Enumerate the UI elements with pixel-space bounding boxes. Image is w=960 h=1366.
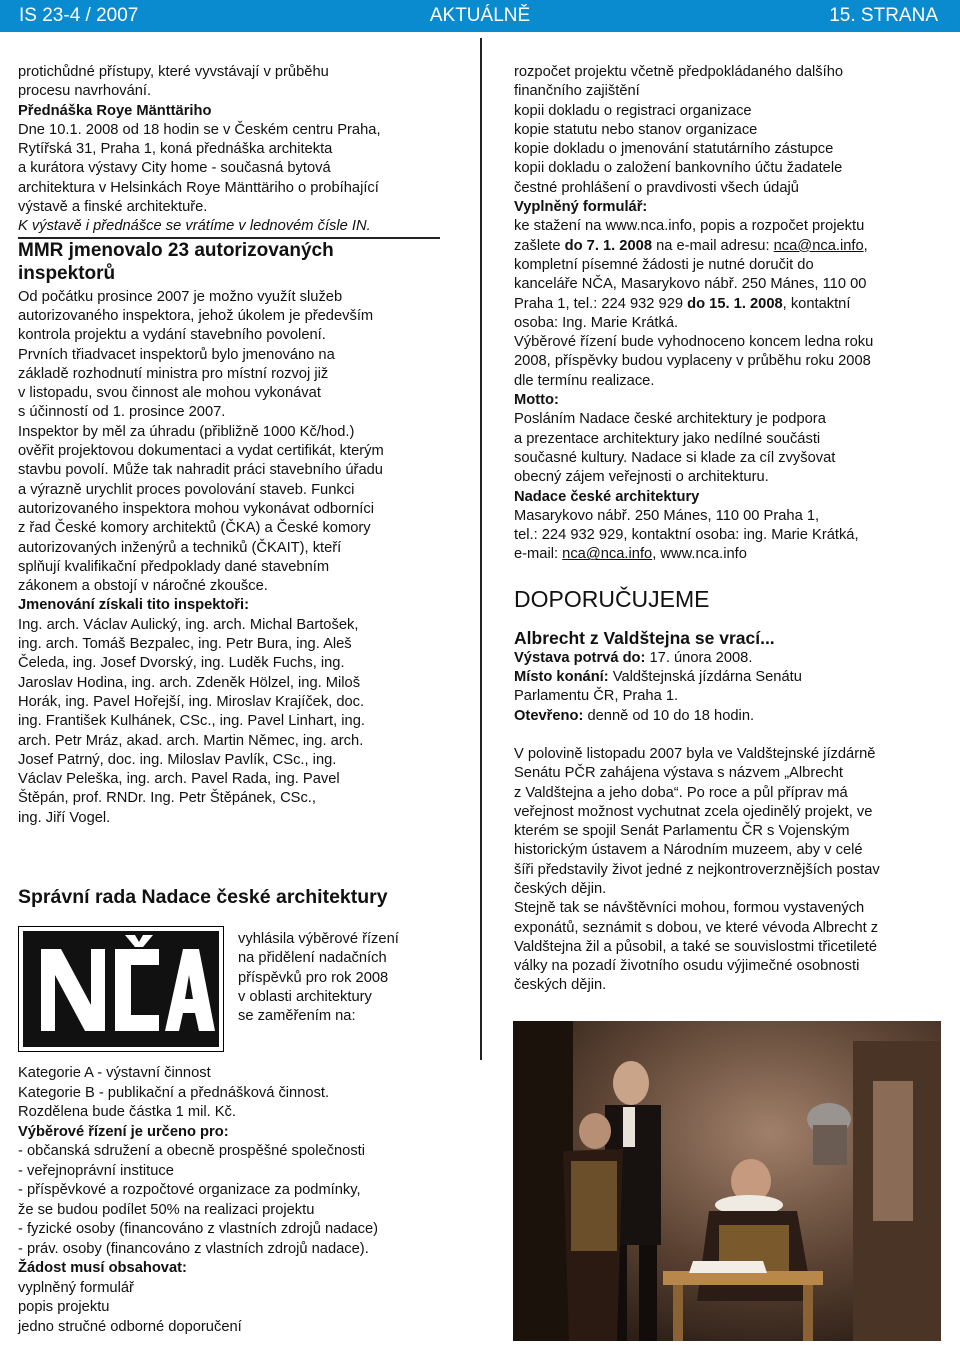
board-intro-line: se zaměřením na: — [238, 1008, 356, 1025]
inspectors-line: arch. Petr Mráz, akad. arch. Martin Němec, ing. arch. — [18, 732, 364, 749]
eligible-heading: Výběrové řízení je určeno pro: — [18, 1123, 229, 1140]
exhibit-text-line: z Valdštejna a jeho doba“. Po roce a půl příprav má — [514, 784, 848, 801]
email-link[interactable]: nca@nca.info — [562, 546, 653, 563]
form-text: , — [863, 237, 868, 254]
lecture-line: Dne 10.1. 2008 od 18 hodin se v Českém centru Praha, — [18, 121, 381, 138]
exhibit-place-cont: Parlamentu ČR, Praha 1. — [514, 688, 679, 705]
exhibit-open-value: denně od 10 do 18 hodin. — [583, 707, 755, 724]
form-text: Praha 1, tel.: 224 932 929 — [514, 295, 688, 312]
exhibit-place — [514, 668, 944, 687]
mmr-line: stavbu povolí. Může tak nahradit práci stavebního úřadu — [18, 462, 383, 479]
mmr-line: zákonem a obstojí v náročné zkoušce. — [18, 578, 268, 595]
page-header — [0, 0, 960, 32]
exhibit-text-line: Stejně tak se návštěvníci mohou, formou vystavených — [514, 900, 865, 917]
exhibit-text-line: války na pozadí životního osudu výjimečné osobnosti — [514, 958, 860, 975]
req-line: čestné prohlášení o pravdivosti všech údajů — [514, 179, 799, 196]
foundation-contact — [514, 545, 944, 564]
category-line: Kategorie A - výstavní činnost — [18, 1065, 211, 1081]
form-line: kompletní písemné žádosti je nutné doručit do — [514, 256, 814, 273]
foundation-heading: Nadace české architektury — [514, 488, 700, 505]
nca-logo-graphic — [19, 927, 223, 1051]
form-text: zašlete — [514, 237, 565, 254]
mmr-line: Inspektor by měl za úhradu (přibližně 1000 Kč/hod.) — [18, 423, 355, 440]
mmr-line: ověřit projektovou dokumentaci a vydat certifikát, kterým — [18, 443, 384, 460]
board-intro-line: vyhlásila výběrové řízení — [238, 931, 399, 947]
mmr-line: Prvních třiadvacet inspektorů bylo jmenováno na — [18, 346, 335, 363]
section-title: AKTUÁLNĚ — [429, 5, 531, 26]
form-deadline: do 15. 1. 2008 — [687, 295, 783, 312]
issue-number: IS 23-4 / 2007 — [19, 5, 139, 26]
motto-line: obecný zájem veřejnosti o architekturu. — [514, 469, 769, 486]
exhibit-text-line: kterém se spojil Senát Parlamentu ČR s Vojenským — [514, 823, 850, 840]
form-text: , kontaktní — [782, 295, 851, 312]
exhibit-title: Albrecht z Valdštejna se vrací... — [514, 627, 775, 648]
foundation-line: tel.: 224 932 929, kontaktní osoba: ing. Marie Krátká, — [514, 527, 859, 544]
inspectors-line: Ing. arch. Václav Aulický, ing. arch. Michal Bartošek, — [18, 616, 359, 633]
exhibit-text-line: šíři představily život jedné z nejkontroverznějších postav — [514, 861, 880, 878]
page-number: 15. STRANA — [829, 5, 938, 26]
foundation-line: Masarykovo nábř. 250 Mánes, 110 00 Praha 1, — [514, 507, 820, 524]
inspectors-line: ing. František Kulhánek, CSc., ing. Pavel Linhart, ing. — [18, 713, 365, 730]
req-line: kopie statutu nebo stanov organizace — [514, 121, 758, 138]
board-intro-line: příspěvků pro rok 2008 — [238, 969, 389, 986]
exhibit-text-line: exponátů, seznámit s dobou, ve které vévoda Albrecht z — [514, 919, 879, 936]
motto-line: a prezentace architektury jako nedílné součásti — [514, 430, 821, 447]
req-line: kopii dokladu o registraci organizace — [514, 102, 752, 119]
eligible-line: - příspěvkové a rozpočtové organizace za podmínky, — [18, 1182, 361, 1198]
exhibit-place-label: Místo konání: — [514, 669, 609, 686]
exhibit-open-label: Otevřeno: — [514, 707, 584, 724]
req-line: finančního zajištění — [514, 83, 640, 100]
eval-line: 2008, příspěvky budou vyplaceny v průběhu roku 2008 — [514, 353, 871, 370]
eligible-line: - veřejnoprávní instituce — [18, 1162, 174, 1179]
exhibit-text-line: Senátu PČR zahájena výstava s názvem „Albrecht — [514, 765, 843, 782]
form-heading: Vyplněný formulář: — [514, 199, 648, 216]
intro-line: procesu navrhování. — [18, 83, 152, 100]
must-contain-line: vyplněný formulář — [18, 1279, 134, 1296]
exhibit-place-value: Valdštejnská jízdárna Senátu — [608, 669, 802, 686]
mmr-line: autorizovaného inspektora mohou vykonávat odborníci — [18, 500, 374, 517]
form-line-deadline — [514, 295, 944, 314]
board-details — [18, 1064, 458, 1337]
inspectors-line: Štěpán, prof. RNDr. Ing. Petr Štěpánek, CSc., — [18, 790, 316, 807]
right-column — [514, 63, 944, 996]
mmr-line: kontrola projektu a vydání stavebního povolení. — [18, 327, 326, 344]
exhibit-text-line: V polovině listopadu 2007 byla ve Valdštejnské jízdárně — [514, 745, 876, 762]
mmr-line: v listopadu, svou činnost ale mohou vykonávat — [18, 385, 321, 402]
exhibit-text-line: českých dějin. — [514, 977, 607, 994]
eligible-line: - občanská sdružení a obecně prospěšné společnosti — [18, 1143, 366, 1159]
eligible-line: že se budou podílet 50% na realizaci projektu — [18, 1201, 315, 1218]
motto-heading: Motto: — [514, 392, 559, 409]
category-line: Rozdělena bude částka 1 mil. Kč. — [18, 1104, 236, 1120]
motto-line: Posláním Nadace české architektury je podpora — [514, 411, 826, 428]
left-column — [18, 63, 458, 828]
eligible-line: - fyzické osoby (financováno z vlastních zdrojů nadace) — [18, 1221, 379, 1237]
inspectors-line: ing. arch. Tomáš Bezpalec, ing. Petr Bura, ing. Aleš — [18, 636, 352, 653]
lecture-line: výstavě a finské architektuře. — [18, 199, 208, 216]
inspectors-line: Josef Patrný, doc. ing. Miloslav Pavlík, CSc., ing. — [18, 751, 337, 768]
exhibit-until — [514, 649, 944, 668]
inspectors-line: ing. Jiří Vogel. — [18, 809, 111, 826]
email-link[interactable]: nca@nca.info — [773, 237, 864, 254]
lecture-line: Rytířská 31, Praha 1, koná přednáška architekta — [18, 141, 333, 158]
req-line: kopie dokladu o jmenování statutárního zástupce — [514, 141, 834, 158]
eval-line: dle termínu realizace. — [514, 372, 655, 389]
board-intro-line: na přidělení nadačních — [238, 950, 387, 967]
must-contain-heading: Žádost musí obsahovat: — [18, 1260, 187, 1276]
category-line: Kategorie B - publikační a přednášková činnost. — [18, 1084, 330, 1101]
mmr-line: autorizovaných inženýrů a techniků (ČKAIT), kteří — [18, 539, 342, 556]
form-line-deadline — [514, 237, 944, 256]
column-divider — [480, 38, 482, 1060]
form-line: osoba: Ing. Marie Krátká. — [514, 314, 679, 331]
board-intro — [238, 930, 458, 1026]
form-deadline: do 7. 1. 2008 — [564, 237, 652, 254]
exhibition-photo-graphic — [513, 1021, 941, 1341]
foundation-text: e-mail: — [514, 546, 563, 563]
form-text: na e-mail adresu: — [651, 237, 774, 254]
mmr-line: z řad České komory architektů (ČKA) a České komory — [18, 520, 371, 537]
mmr-heading — [18, 239, 458, 285]
form-line: ke stažení na www.nca.info, popis a rozpočet projektu — [514, 218, 865, 235]
nca-logo — [18, 926, 224, 1052]
exhibit-until-label: Výstava potrvá do: — [514, 649, 646, 666]
mmr-line: autorizovaného inspektora, jehož úkolem je především — [18, 307, 374, 324]
exhibition-photo — [513, 1021, 941, 1341]
intro-line: protichůdné přístupy, které vyvstávají v průběhu — [18, 64, 329, 80]
inspectors-line: Horák, ing. Pavel Hořejší, ing. Miroslav Krajíček, doc. — [18, 693, 365, 710]
mmr-heading-line: inspektorů — [18, 262, 116, 284]
lecture-title: Přednáška Roye Mänttäriho — [18, 102, 212, 119]
board-intro-line: v oblasti architektury — [238, 988, 372, 1005]
lecture-line: a kurátora výstavy City home - současná bytová — [18, 160, 331, 177]
lecture-line: architektura v Helsinkách Roye Mänttäriho o probíhající — [18, 179, 379, 196]
motto-line: současné kultury. Nadace si klade za cíl zvyšovat — [514, 449, 836, 466]
mmr-line: a výrazně urychlit proces povolování staveb. Funkci — [18, 481, 355, 498]
exhibit-text-line: Valdštejna žil a působil, a také se souvislostmi třicetileté — [514, 938, 878, 955]
exhibit-text-line: veřejnost možnost vychutnat zcela ojedinělý projekt, ve — [514, 803, 873, 820]
must-contain-line: jedno stručné odborné doporučení — [18, 1318, 242, 1335]
mmr-line: Od počátku prosince 2007 je možno využít služeb — [18, 288, 343, 305]
inspectors-line: Jaroslav Hodina, ing. arch. Zdeněk Hölzel, ing. Miloš — [18, 674, 361, 691]
req-line: rozpočet projektu včetně předpokládaného dalšího — [514, 64, 844, 80]
mmr-line: s účinností od 1. prosince 2007. — [18, 404, 226, 421]
lecture-note: K výstavě i přednášce se vrátíme v lednovém čísle IN. — [18, 218, 371, 235]
foundation-text: , www.nca.info — [652, 546, 747, 563]
recommend-heading: DOPORUČUJEME — [514, 585, 710, 612]
mmr-line: základě rozhodnutí ministra pro místní rozvoj již — [18, 365, 329, 382]
req-line: kopii dokladu o založení bankovního účtu žadatele — [514, 160, 843, 177]
exhibit-until-value: 17. února 2008. — [645, 649, 753, 666]
inspectors-line: Václav Peleška, ing. arch. Pavel Rada, ing. Pavel — [18, 771, 340, 788]
eligible-line: - práv. osoby (financováno z vlastních zdrojů nadace). — [18, 1240, 369, 1257]
form-line: kanceláře NČA, Masarykovo nábř. 250 Mánes, 110 00 — [514, 276, 867, 293]
exhibit-text-line: historickým ústavem a Národním muzeem, aby v celé — [514, 842, 863, 859]
eval-line: Výběrové řízení bude vyhodnoceno koncem ledna roku — [514, 334, 874, 351]
inspectors-heading: Jmenování získali tito inspektoři: — [18, 597, 249, 614]
mmr-line: splňují kvalifikační předpoklady dané stavebním — [18, 558, 330, 575]
exhibit-text-line: českých dějin. — [514, 880, 607, 897]
board-heading: Správní rada Nadace české architektury — [18, 886, 388, 908]
must-contain-line: popis projektu — [18, 1299, 110, 1315]
inspectors-line: Čeleda, ing. Josef Dvorský, ing. Luděk Fuchs, ing. — [18, 655, 345, 672]
exhibit-open — [514, 707, 944, 726]
mmr-heading-line: MMR jmenovalo 23 autorizovaných — [18, 239, 334, 261]
